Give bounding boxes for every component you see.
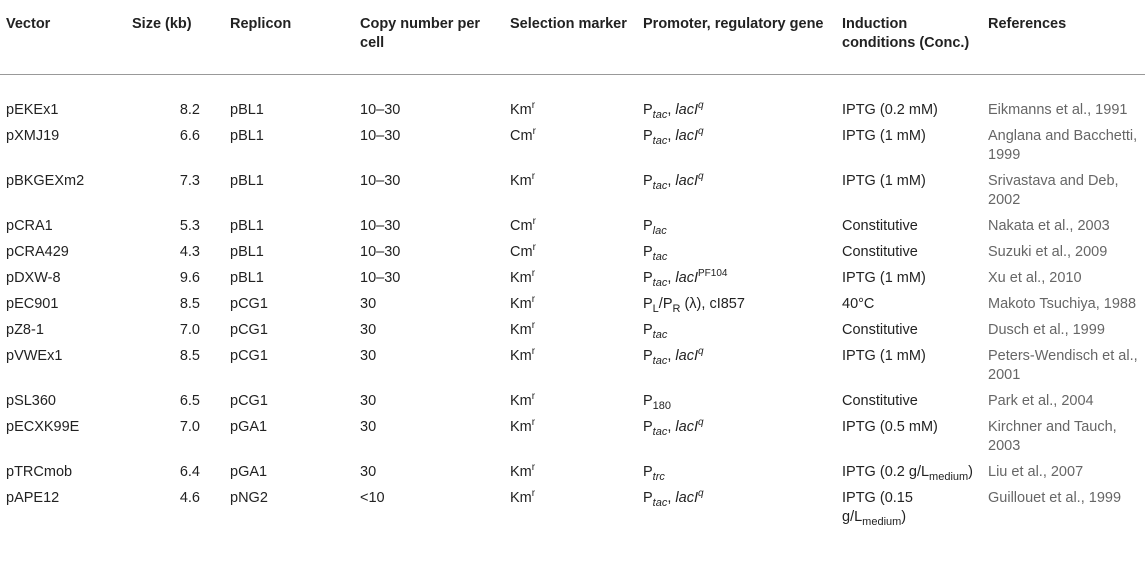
cell-induction	[838, 288, 984, 314]
cell-copy-number: 30	[360, 418, 377, 435]
cell-copy-number: 30	[360, 463, 377, 480]
marker-base: Km	[510, 418, 532, 435]
cell-replicon: pCG1	[230, 295, 268, 312]
cell-size: 6.4	[179, 463, 200, 480]
header-row	[0, 0, 1145, 74]
promoter-text: lacI	[675, 172, 698, 189]
cell-induction	[838, 456, 984, 482]
induction-text: Constitutive	[842, 321, 918, 338]
marker-base: Km	[510, 101, 532, 118]
marker-superscript: r	[531, 416, 536, 428]
promoter-text: P	[643, 295, 653, 312]
cell-promoter	[639, 120, 838, 165]
promoter-text: P	[643, 269, 653, 286]
marker-superscript: r	[531, 293, 536, 305]
cell-induction	[838, 236, 984, 262]
cell-size: 4.3	[179, 243, 200, 260]
cell-induction	[838, 262, 984, 288]
cell-reference: Dusch et al., 1999	[988, 321, 1105, 338]
cell-vector: pEKEx1	[6, 101, 59, 118]
cell-promoter	[639, 210, 838, 236]
cell-replicon: pBL1	[230, 217, 264, 234]
marker-base: Cm	[510, 127, 533, 144]
cell-promoter	[639, 262, 838, 288]
promoter-subscript: tac	[652, 276, 668, 289]
cell-copy-number: 10–30	[360, 269, 401, 286]
cell-selection-marker	[506, 456, 639, 482]
cell-copy-number: 30	[360, 295, 377, 312]
cell-vector: pZ8-1	[6, 321, 44, 338]
cell-induction	[838, 120, 984, 165]
cell-replicon: pGA1	[230, 463, 268, 480]
cell-induction	[838, 482, 984, 527]
cell-selection-marker	[506, 236, 639, 262]
cell-selection-marker	[506, 288, 639, 314]
marker-base: Km	[510, 489, 532, 506]
cell-replicon: pCG1	[230, 392, 268, 409]
cell-selection-marker	[506, 340, 639, 385]
cell-copy-number: 10–30	[360, 243, 401, 260]
promoter-subscript: R	[672, 302, 681, 315]
marker-superscript: r	[531, 267, 536, 279]
cell-selection-marker	[506, 314, 639, 340]
promoter-subscript: tac	[652, 108, 668, 121]
cell-size: 4.6	[179, 489, 200, 506]
cell-copy-number: 30	[360, 321, 377, 338]
promoter-text: ,	[667, 269, 676, 286]
cell-size: 6.5	[179, 392, 200, 409]
induction-text: IPTG (0.2 g/L	[842, 463, 930, 480]
cell-copy-number: 10–30	[360, 101, 401, 118]
promoter-text: ,	[667, 101, 676, 118]
table-row	[0, 236, 1145, 262]
cell-selection-marker	[506, 120, 639, 165]
table-row	[0, 165, 1145, 210]
promoter-text: (λ), cI857	[680, 295, 745, 312]
marker-base: Cm	[510, 217, 533, 234]
cell-reference: Xu et al., 2010	[988, 269, 1082, 286]
header-replicon: Replicon	[226, 0, 356, 74]
cell-induction	[838, 74, 984, 120]
promoter-subscript: lac	[652, 224, 667, 237]
table-row	[0, 120, 1145, 165]
marker-base: Km	[510, 463, 532, 480]
cell-reference: Liu et al., 2007	[988, 463, 1084, 480]
cell-copy-number: 10–30	[360, 217, 401, 234]
marker-superscript: r	[532, 241, 536, 253]
cell-size: 8.5	[179, 295, 200, 312]
table-row	[0, 411, 1145, 456]
table-header	[0, 0, 1145, 74]
table-row	[0, 262, 1145, 288]
promoter-text: P	[643, 392, 653, 409]
marker-superscript: r	[531, 99, 536, 111]
cell-replicon: pCG1	[230, 347, 268, 364]
promoter-subscript: trc	[652, 470, 665, 483]
promoter-superscript: q	[698, 170, 704, 182]
induction-text: Constitutive	[842, 243, 918, 260]
cell-replicon: pBL1	[230, 172, 264, 189]
cell-size: 9.6	[179, 269, 200, 286]
cell-selection-marker	[506, 165, 639, 210]
cell-copy-number: 10–30	[360, 172, 401, 189]
induction-text: )	[901, 508, 907, 525]
cell-selection-marker	[506, 210, 639, 236]
induction-text: IPTG (0.15 g/L	[842, 489, 913, 525]
cell-size: 7.0	[179, 321, 200, 338]
table-row	[0, 482, 1145, 527]
cell-vector: pXMJ19	[6, 127, 60, 144]
cell-replicon: pNG2	[230, 489, 268, 506]
promoter-text: P	[643, 321, 653, 338]
cell-reference: Park et al., 2004	[988, 392, 1094, 409]
table-body	[0, 74, 1145, 527]
promoter-text: lacI	[675, 127, 698, 144]
header-vector: Vector	[0, 0, 128, 74]
marker-superscript: r	[532, 215, 536, 227]
cell-reference: Makoto Tsuchiya, 1988	[988, 295, 1137, 312]
promoter-text: ,	[667, 418, 676, 435]
marker-base: Km	[510, 347, 532, 364]
cell-vector: pBKGEXm2	[6, 172, 85, 189]
cell-induction	[838, 314, 984, 340]
induction-text: 40°C	[842, 295, 875, 312]
promoter-text: P	[643, 463, 653, 480]
cell-induction	[838, 210, 984, 236]
promoter-text: P	[643, 489, 653, 506]
marker-base: Km	[510, 321, 532, 338]
cell-size: 7.0	[179, 418, 200, 435]
promoter-superscript: q	[698, 99, 704, 111]
cell-induction	[838, 165, 984, 210]
cell-reference: Srivastava and Deb, 2002	[988, 172, 1119, 208]
promoter-superscript: PF104	[698, 267, 728, 279]
promoter-subscript: L	[652, 302, 659, 315]
promoter-text: ,	[667, 127, 676, 144]
cell-vector: pAPE12	[6, 489, 60, 506]
marker-superscript: r	[531, 461, 536, 473]
promoter-superscript: q	[698, 487, 704, 499]
marker-superscript: r	[532, 125, 536, 137]
table-row	[0, 385, 1145, 411]
cell-selection-marker	[506, 411, 639, 456]
cell-copy-number: <10	[360, 489, 385, 506]
promoter-subscript: tac	[652, 250, 668, 263]
cell-reference: Kirchner and Tauch, 2003	[988, 418, 1117, 454]
cell-vector: pCRA1	[6, 217, 53, 234]
cell-replicon: pBL1	[230, 101, 264, 118]
promoter-text: lacI	[675, 418, 698, 435]
induction-text: IPTG (1 mM)	[842, 347, 926, 364]
cell-reference: Suzuki et al., 2009	[988, 243, 1108, 260]
cell-vector: pECXK99E	[6, 418, 80, 435]
induction-text: IPTG (1 mM)	[842, 127, 926, 144]
promoter-text: P	[643, 172, 653, 189]
header-size: Size (kb)	[128, 0, 226, 74]
cell-selection-marker	[506, 385, 639, 411]
cell-promoter	[639, 314, 838, 340]
promoter-subscript: tac	[652, 354, 668, 367]
cell-replicon: pCG1	[230, 321, 268, 338]
cell-promoter	[639, 456, 838, 482]
table-row	[0, 288, 1145, 314]
marker-base: Km	[510, 295, 532, 312]
table-row	[0, 314, 1145, 340]
table-row	[0, 210, 1145, 236]
cell-promoter	[639, 482, 838, 527]
cell-replicon: pBL1	[230, 127, 264, 144]
cell-promoter	[639, 288, 838, 314]
cell-vector: pVWEx1	[6, 347, 63, 364]
cell-copy-number: 30	[360, 347, 377, 364]
cell-vector: pDXW-8	[6, 269, 61, 286]
promoter-subscript: tac	[652, 425, 668, 438]
cell-size: 8.2	[179, 101, 200, 118]
promoter-superscript: q	[698, 416, 704, 428]
promoter-text: P	[643, 418, 653, 435]
cell-induction	[838, 411, 984, 456]
cell-vector: pCRA429	[6, 243, 69, 260]
marker-base: Km	[510, 269, 532, 286]
induction-text: IPTG (0.5 mM)	[842, 418, 938, 435]
cell-vector: pSL360	[6, 392, 56, 409]
cell-vector: pTRCmob	[6, 463, 73, 480]
cell-induction	[838, 340, 984, 385]
cell-size: 8.5	[179, 347, 200, 364]
cell-selection-marker	[506, 74, 639, 120]
promoter-text: P	[643, 347, 653, 364]
induction-text: Constitutive	[842, 392, 918, 409]
induction-text: )	[968, 463, 974, 480]
induction-text: Constitutive	[842, 217, 918, 234]
marker-superscript: r	[531, 390, 536, 402]
promoter-text: lacI	[675, 347, 698, 364]
cell-replicon: pGA1	[230, 418, 268, 435]
marker-superscript: r	[531, 170, 536, 182]
cell-reference: Nakata et al., 2003	[988, 217, 1110, 234]
induction-text: IPTG (1 mM)	[842, 269, 926, 286]
cell-promoter	[639, 340, 838, 385]
cell-promoter	[639, 74, 838, 120]
promoter-subscript: tac	[652, 179, 668, 192]
cell-replicon: pBL1	[230, 269, 264, 286]
promoter-subscript: tac	[652, 328, 668, 341]
promoter-text: ,	[667, 347, 676, 364]
header-induction: Induction conditions (Conc.)	[838, 0, 984, 74]
promoter-text: ,	[667, 489, 676, 506]
induction-text: IPTG (1 mM)	[842, 172, 926, 189]
cell-replicon: pBL1	[230, 243, 264, 260]
cell-size: 6.6	[179, 127, 200, 144]
promoter-text: P	[643, 127, 653, 144]
promoter-subscript: tac	[652, 134, 668, 147]
promoter-text: /P	[658, 295, 673, 312]
cell-reference: Anglana and Bacchetti, 1999	[988, 127, 1138, 163]
promoter-subscript: 180	[652, 399, 672, 412]
marker-superscript: r	[531, 345, 536, 357]
cell-size: 7.3	[179, 172, 200, 189]
cell-promoter	[639, 236, 838, 262]
cell-reference: Guillouet et al., 1999	[988, 489, 1122, 506]
marker-base: Km	[510, 392, 532, 409]
induction-subscript: medium	[862, 515, 902, 528]
promoter-text: P	[643, 243, 653, 260]
cell-selection-marker	[506, 482, 639, 527]
cell-promoter	[639, 385, 838, 411]
cell-induction	[838, 385, 984, 411]
cell-selection-marker	[506, 262, 639, 288]
header-copy-number: Copy number per cell	[356, 0, 506, 74]
table-row	[0, 74, 1145, 120]
marker-superscript: r	[531, 319, 536, 331]
header-references: References	[984, 0, 1145, 74]
promoter-text: lacI	[675, 101, 698, 118]
marker-superscript: r	[531, 487, 536, 499]
table-row	[0, 456, 1145, 482]
induction-subscript: medium	[929, 470, 969, 483]
promoter-subscript: tac	[652, 496, 668, 509]
promoter-text: lacI	[675, 269, 698, 286]
table-row	[0, 340, 1145, 385]
promoter-text: P	[643, 217, 653, 234]
marker-base: Km	[510, 172, 532, 189]
cell-copy-number: 30	[360, 392, 377, 409]
induction-text: IPTG (0.2 mM)	[842, 101, 938, 118]
marker-base: Cm	[510, 243, 533, 260]
promoter-text: P	[643, 101, 653, 118]
cell-copy-number: 10–30	[360, 127, 401, 144]
promoter-text: lacI	[675, 489, 698, 506]
header-selection-marker: Selection marker	[506, 0, 639, 74]
cell-promoter	[639, 165, 838, 210]
promoter-text: ,	[667, 172, 676, 189]
cell-reference: Eikmanns et al., 1991	[988, 101, 1128, 118]
promoter-superscript: q	[698, 125, 704, 137]
promoter-superscript: q	[698, 345, 704, 357]
cell-vector: pEC901	[6, 295, 59, 312]
cell-reference: Peters-Wendisch et al., 2001	[988, 347, 1138, 383]
header-promoter: Promoter, regulatory gene	[639, 0, 838, 74]
cell-promoter	[639, 411, 838, 456]
cell-size: 5.3	[179, 217, 200, 234]
